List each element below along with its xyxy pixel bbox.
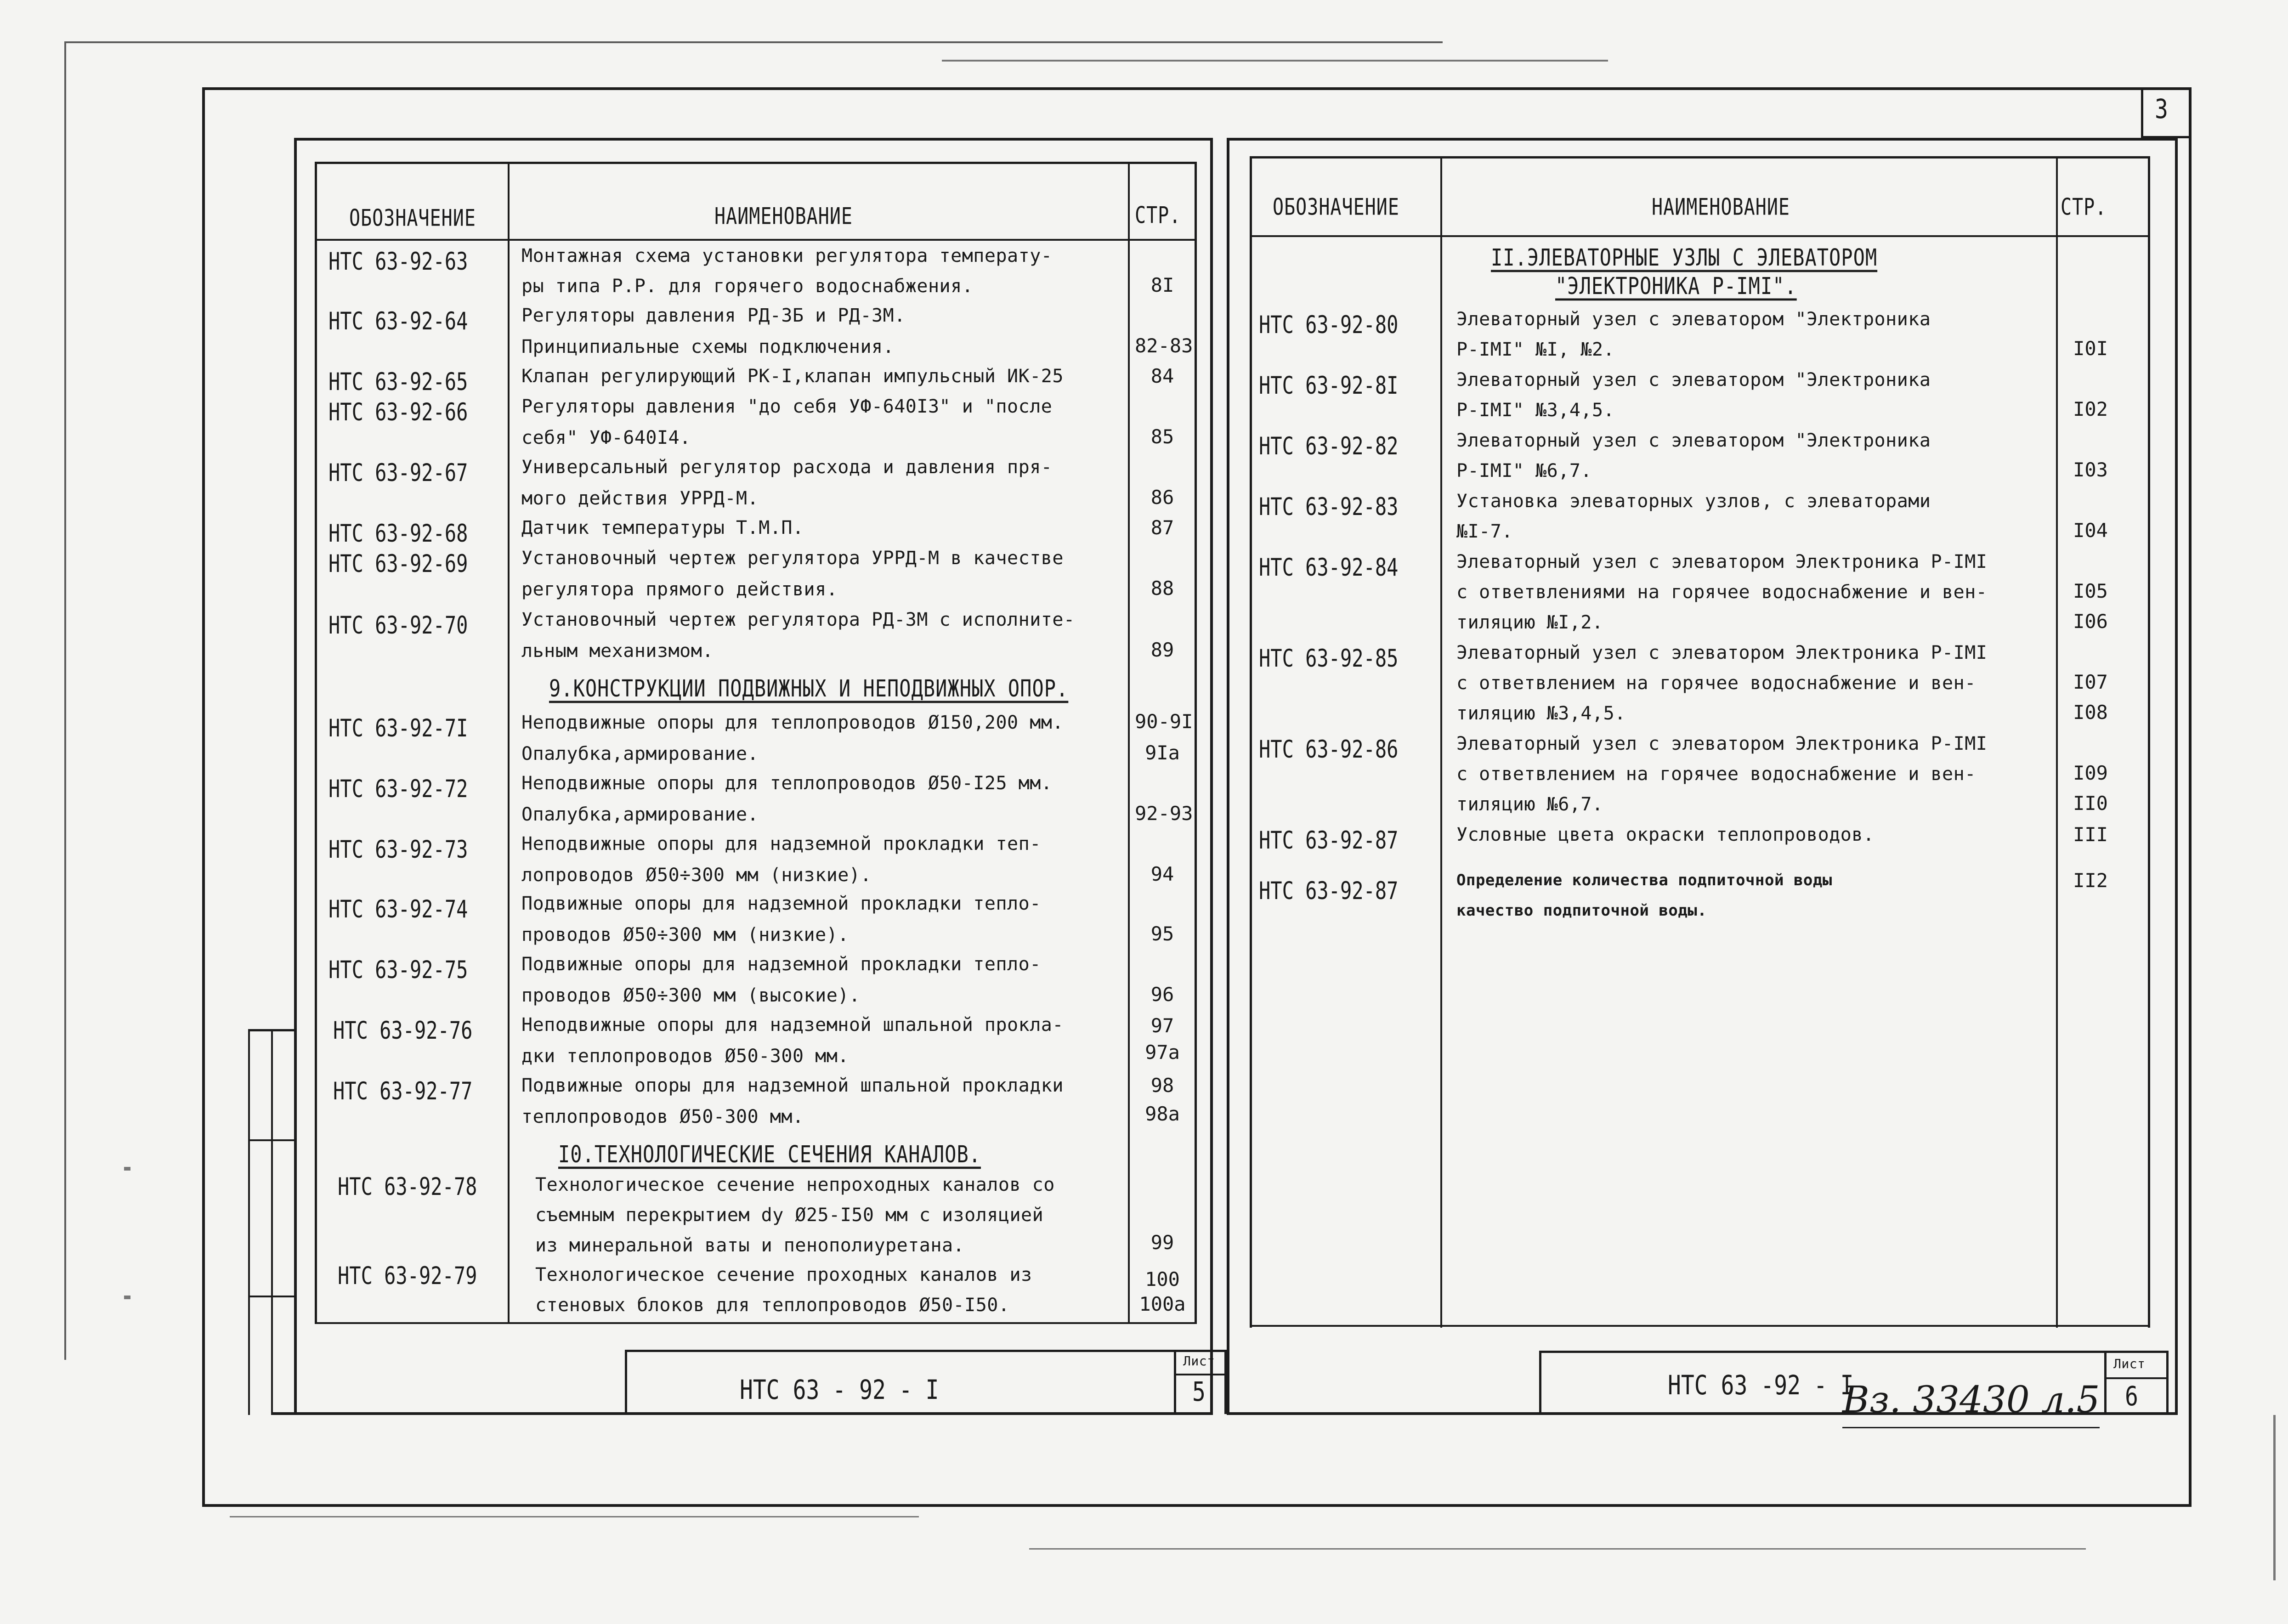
right-row-page: I09 [2073, 762, 2108, 784]
page-number-box-left [2141, 87, 2143, 138]
right-row-code: НТС 63-92-82 [1259, 432, 1399, 460]
right-row-code: НТС 63-92-85 [1259, 644, 1399, 673]
right-row-page: II2 [2073, 869, 2108, 892]
right-title-block-sheet-label: Лист [2113, 1356, 2146, 1371]
right-header-designation: ОБОЗНАЧЕНИЕ [1273, 194, 1399, 221]
left-row-line: проводов Ø50÷300 мм (низкие). [521, 924, 849, 945]
left-row-page: 85 [1150, 425, 1174, 448]
right-row-line: Р-IМI" №I, №2. [1456, 339, 1615, 360]
left-row-page: 9Iа [1145, 741, 1180, 764]
scan-artifact [1029, 1548, 2086, 1550]
left-row-line: стеновых блоков для теплопроводов Ø50-I50. [535, 1295, 1010, 1316]
left-row-line: Регуляторы давления РД-3Б и РД-3М. [521, 305, 906, 326]
right-table-header-bottom [1250, 235, 2150, 237]
left-row-line: льным механизмом. [521, 640, 714, 662]
right-section-heading: II.ЭЛЕВАТОРНЫЕ УЗЛЫ С ЭЛЕВАТОРОМ [1491, 244, 1878, 271]
outer-frame-top [202, 87, 2192, 90]
sheet-edge-top [64, 41, 1443, 43]
left-table-header-bottom [315, 239, 1197, 241]
scan-artifact [2273, 1415, 2276, 1580]
right-title-block-right [2166, 1351, 2169, 1414]
right-row-line: с ответвлением на горячее водоснабжение и вен- [1456, 673, 1976, 694]
left-table-col2 [1128, 162, 1130, 1324]
scan-artifact [124, 1296, 130, 1299]
right-row-code: НТС 63-92-8I [1259, 371, 1399, 400]
right-row-code: НТС 63-92-86 [1259, 735, 1399, 764]
left-row-code: НТС 63-92-64 [328, 307, 468, 335]
right-row-page: I08 [2073, 701, 2108, 724]
right-row-line: тиляцию №3,4,5. [1456, 703, 1626, 724]
left-title-block-divider [1174, 1350, 1176, 1414]
left-row-code: НТС 63-92-78 [338, 1172, 477, 1201]
right-row-line: тиляцию №6,7. [1456, 794, 1603, 815]
right-row-line: Элеваторный узел с элеватором Электроника Р-IМI [1456, 642, 1988, 663]
right-sheet-top [1227, 138, 2178, 141]
left-table-top [315, 162, 1197, 164]
right-sheet-left [1227, 138, 1229, 1415]
right-row-code: НТС 63-92-83 [1259, 492, 1399, 521]
right-table-right [2148, 156, 2150, 1328]
right-section-heading: "ЭЛЕКТРОНИКА Р-IМI". [1555, 272, 1797, 300]
left-sheet-right [1210, 138, 1213, 1415]
right-title-block-left [1539, 1351, 1541, 1414]
left-row-code: НТС 63-92-72 [328, 775, 468, 803]
outer-frame-bottom [202, 1504, 2192, 1507]
right-row-line: Элеваторный узел с элеватором Электроника Р-IМI [1456, 551, 1988, 572]
binding-strip-row1 [248, 1139, 294, 1141]
right-table-top [1250, 156, 2150, 158]
left-row-line: Неподвижные опоры для надземной шпальной прокла- [521, 1014, 1064, 1036]
left-row-code: НТС 63-92-7I [328, 714, 468, 742]
right-table-col1 [1440, 156, 1442, 1328]
right-row-page: I07 [2073, 671, 2108, 693]
outer-frame-right [2189, 87, 2192, 1507]
right-table-col2 [2056, 156, 2058, 1328]
left-section-heading: I0.ТЕХНОЛОГИЧЕСКИЕ СЕЧЕНИЯ КАНАЛОВ. [558, 1141, 981, 1168]
left-row-line: ры типа Р.Р. для горячего водоснабжения. [521, 276, 974, 297]
left-table-left [315, 162, 317, 1324]
left-row-code: НТС 63-92-68 [328, 519, 468, 548]
left-row-line: Неподвижные опоры для теплопроводов Ø150,200 мм. [521, 712, 1064, 733]
left-row-page: 8I [1150, 274, 1174, 296]
right-row-code: НТС 63-92-87 [1259, 826, 1399, 854]
left-row-code: НТС 63-92-76 [333, 1016, 473, 1045]
scan-artifact [124, 1167, 130, 1171]
left-row-page: 92-93 [1135, 802, 1193, 825]
left-row-page: 88 [1150, 577, 1174, 600]
left-header-designation: ОБОЗНАЧЕНИЕ [349, 205, 476, 232]
right-title-block-sheet-no: 6 [2125, 1381, 2138, 1412]
left-row-line: Датчик температуры Т.М.П. [521, 517, 804, 538]
left-row-page: 99 [1150, 1231, 1174, 1254]
left-row-line: Установочный чертеж регулятора РД-3М с исполните- [521, 609, 1075, 630]
left-row-line: Технологическое сечение непроходных каналов со [535, 1174, 1055, 1195]
left-row-line: Подвижные опоры для надземной прокладки тепло- [521, 893, 1041, 914]
binding-strip-col1 [248, 1029, 250, 1415]
left-row-line: Принципиальные схемы подключения. [521, 336, 895, 357]
right-title-block-top [1539, 1351, 2169, 1353]
left-row-page: 98 [1150, 1074, 1174, 1097]
left-row-page: 90-9I [1135, 710, 1193, 733]
left-row-line: Клапан регулирующий РК-I,клапан импульсный ИК-25 [521, 366, 1064, 387]
left-row-code: НТС 63-92-63 [328, 247, 468, 276]
sheet-edge-left [64, 41, 66, 1360]
left-row-code: НТС 63-92-74 [328, 895, 468, 923]
left-row-line: из минеральной ваты и пенополиуретана. [535, 1235, 965, 1256]
left-row-line: Универсальный регулятор расхода и давления пря- [521, 457, 1053, 478]
outer-frame-left [202, 87, 205, 1507]
right-title-block-divider [2104, 1351, 2107, 1414]
right-table-bottom [1250, 1325, 2150, 1327]
right-row-code: НТС 63-92-80 [1259, 311, 1399, 339]
left-row-page: 94 [1150, 863, 1174, 885]
right-header-name: НАИМЕНОВАНИЕ [1652, 194, 1790, 221]
right-row-line: Элеваторный узел с элеватором "Электроника [1456, 430, 1931, 451]
left-row-line: теплопроводов Ø50-300 мм. [521, 1106, 804, 1127]
left-row-line: себя" УФ-640I4. [521, 427, 691, 448]
right-row-code: НТС 63-92-87 [1259, 877, 1399, 905]
right-header-page: СТР. [2061, 194, 2107, 221]
left-title-block-doc: НТС 63 - 92 - I [740, 1375, 939, 1406]
right-table-left [1250, 156, 1252, 1328]
left-row-page: 96 [1150, 983, 1174, 1006]
right-row-page: I03 [2073, 458, 2108, 481]
left-row-page: 82-83 [1135, 334, 1193, 357]
right-row-line: с ответвлением на горячее водоснабжение и вен- [1456, 764, 1976, 785]
right-row-line: тиляцию №I,2. [1456, 612, 1603, 633]
right-row-page: I02 [2073, 398, 2108, 420]
right-row-page: II0 [2073, 792, 2108, 815]
left-header-name: НАИМЕНОВАНИЕ [714, 203, 853, 230]
right-row-page: I04 [2073, 519, 2108, 542]
left-row-line: Неподвижные опоры для теплопроводов Ø50-I25 мм. [521, 773, 1053, 794]
scan-artifact [942, 60, 1608, 62]
left-row-line: проводов Ø50÷300 мм (высокие). [521, 985, 861, 1006]
left-row-line: регулятора прямого действия. [521, 579, 838, 600]
right-row-line: Элеваторный узел с элеватором "Электроника [1456, 369, 1931, 390]
left-row-page: 95 [1150, 922, 1174, 945]
left-row-page: 87 [1150, 516, 1174, 539]
left-row-page: 100а [1139, 1293, 1186, 1315]
right-row-line: Установка элеваторных узлов, с элеваторами [1456, 491, 1931, 512]
left-row-code: НТС 63-92-66 [328, 398, 468, 426]
left-section-heading: 9.КОНСТРУКЦИИ ПОДВИЖНЫХ И НЕПОДВИЖНЫХ ОПОР. [549, 675, 1069, 702]
left-row-line: Подвижные опоры для надземной прокладки тепло- [521, 954, 1041, 975]
archive-handwritten-note: Вз. 33430 л.5 [1842, 1378, 2100, 1421]
right-row-line: с ответвлениями на горячее водоснабжение и вен- [1456, 582, 1988, 603]
left-row-line: мого действия УРРД-М. [521, 488, 759, 509]
handwritten-underline [1842, 1427, 2100, 1428]
left-row-page: 86 [1150, 486, 1174, 509]
left-row-line: Неподвижные опоры для надземной прокладки теп- [521, 833, 1041, 854]
left-row-line: дки теплопроводов Ø50-300 мм. [521, 1046, 849, 1067]
left-row-code: НТС 63-92-65 [328, 368, 468, 396]
left-row-line: Технологическое сечение проходных каналов из [535, 1264, 1032, 1285]
left-row-line: Регуляторы давления "до себя УФ-640I3" и "после [521, 396, 1053, 417]
left-row-code: НТС 63-92-73 [328, 835, 468, 864]
left-title-block-left [625, 1350, 627, 1414]
right-row-line: Элеваторный узел с элеватором Электроника Р-IМI [1456, 733, 1988, 754]
right-row-line: Элеваторный узел с элеватором "Электроника [1456, 309, 1931, 330]
left-header-page: СТР. [1135, 202, 1181, 229]
right-row-page: I06 [2073, 610, 2108, 633]
right-row-page: I05 [2073, 580, 2108, 602]
right-row-page: I0I [2073, 337, 2108, 360]
left-title-block-sheet-no: 5 [1192, 1376, 1206, 1408]
left-row-page: 98а [1145, 1103, 1180, 1125]
left-title-block-top [625, 1350, 1227, 1352]
scan-artifact [230, 1516, 919, 1517]
left-table-col1 [508, 162, 510, 1324]
left-sheet-left [294, 138, 297, 1415]
left-row-line: Опалубка,армирование. [521, 743, 759, 764]
right-row-line: Условные цвета окраски теплопроводов. [1456, 824, 1875, 845]
left-sheet-bottom [271, 1412, 1213, 1415]
left-row-code: НТС 63-92-77 [333, 1077, 473, 1105]
left-sheet-top [294, 138, 1213, 141]
right-row-line: Р-IМI" №6,7. [1456, 460, 1592, 481]
right-row-line: Определение количества подпиточной воды [1456, 871, 1832, 889]
left-title-block-sheet-line [1174, 1374, 1227, 1375]
left-row-page: 97а [1145, 1041, 1180, 1064]
left-row-code: НТС 63-92-67 [328, 458, 468, 487]
left-row-line: Установочный чертеж регулятора УРРД-М в качестве [521, 548, 1064, 569]
left-row-line: Опалубка,армирование. [521, 804, 759, 825]
left-row-page: 89 [1150, 639, 1174, 661]
right-title-block-sheet-line [2104, 1377, 2169, 1379]
left-row-code: НТС 63-92-75 [328, 956, 468, 984]
right-row-code: НТС 63-92-84 [1259, 553, 1399, 582]
left-table-right [1195, 162, 1197, 1324]
right-sheet-right [2175, 138, 2178, 1415]
right-title-block-doc: НТС 63 -92 - I [1668, 1370, 1854, 1401]
right-row-line: качество подпиточной воды. [1456, 901, 1707, 920]
left-row-line: лопроводов Ø50÷300 мм (низкие). [521, 865, 872, 886]
left-title-block-sheet-label: Лист [1183, 1353, 1215, 1369]
right-row-page: III [2073, 823, 2108, 846]
left-row-line: съемным перекрытием dу Ø25-I50 мм с изоляцией [535, 1205, 1044, 1226]
page-number: 3 [2155, 94, 2168, 125]
left-row-line: Подвижные опоры для надземной шпальной прокладки [521, 1075, 1064, 1096]
right-row-line: №I-7. [1456, 521, 1513, 542]
binding-strip-row2 [248, 1296, 294, 1297]
left-row-code: НТС 63-92-70 [328, 611, 468, 639]
left-row-code: НТС 63-92-69 [328, 549, 468, 578]
left-row-page: 84 [1150, 365, 1174, 387]
left-row-line: Монтажная схема установки регулятора температу- [521, 245, 1053, 266]
left-row-page: 100 [1145, 1268, 1180, 1290]
left-table-bottom [315, 1322, 1197, 1324]
left-row-code: НТС 63-92-79 [338, 1262, 477, 1290]
left-row-page: 97 [1150, 1014, 1174, 1037]
binding-strip-col2 [271, 1029, 273, 1415]
right-row-line: Р-IМI" №3,4,5. [1456, 400, 1615, 421]
